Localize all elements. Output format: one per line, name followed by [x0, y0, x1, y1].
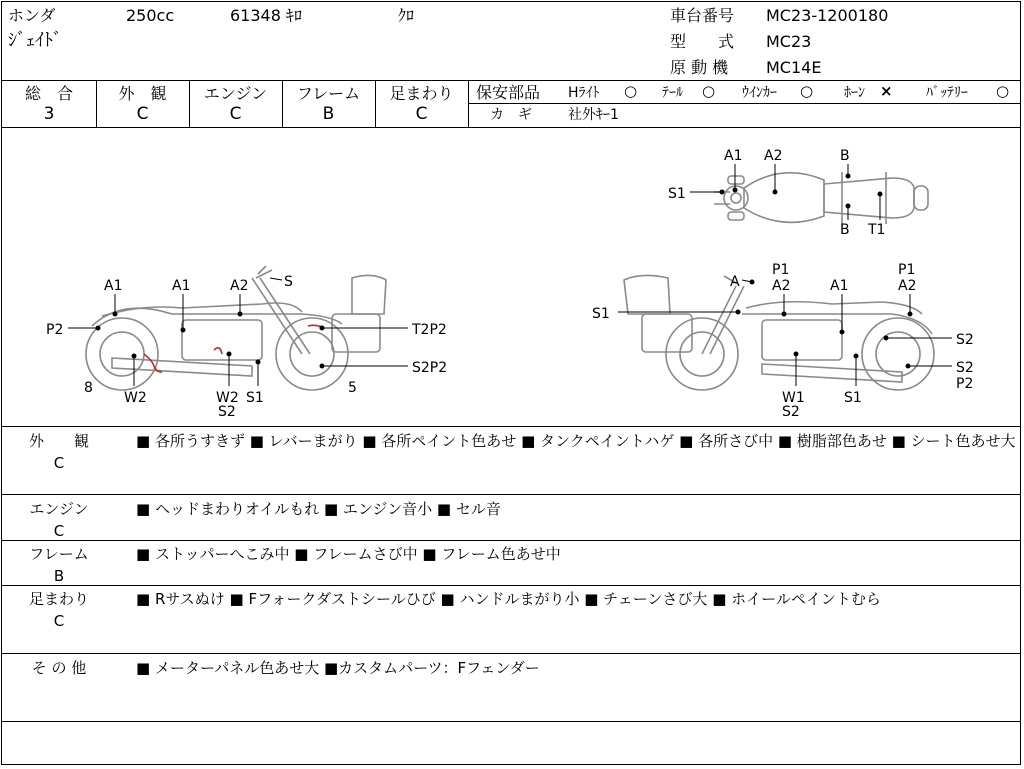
label-right-s2-bottom: S2	[782, 404, 800, 420]
remark-suspension-label: 足まわり C	[14, 588, 104, 632]
label-right-a: A	[730, 274, 740, 290]
label-left-5: 5	[348, 380, 357, 396]
divider	[2, 721, 1020, 722]
remark-exterior-label: 外 観 C	[14, 430, 104, 474]
label-right-s1-bottom: S1	[844, 390, 862, 406]
remark-engine-grade: C	[53, 522, 65, 540]
engine-code: MC14E	[766, 58, 822, 77]
label-left-a2: A2	[230, 278, 249, 294]
label-right-a2-right: A2	[898, 278, 917, 294]
tail-mark: ○	[702, 82, 716, 100]
label-left-s1: S1	[246, 390, 264, 406]
label-top-b: B	[840, 148, 850, 164]
label-right-w1: W1	[782, 390, 805, 406]
label-right-p1-right: P1	[898, 262, 916, 278]
label-left-8: 8	[84, 380, 93, 396]
remark-suspension-text: ■ Rサスぬけ ■ Fフォークダストシールひび ■ ハンドルまがり小 ■ チェーンさび大 ■ ホイールペイントむら	[136, 590, 881, 608]
key-value: 社外ｷｰ1	[568, 107, 619, 123]
headlight-label: Hﾗｲﾄ	[568, 85, 600, 101]
label-left-p2: P2	[46, 322, 64, 338]
label-right-a2-left: A2	[772, 278, 791, 294]
grade-frame-value: B	[322, 104, 335, 124]
safety-label: 保安部品	[476, 83, 541, 102]
winker-label: ｳｲﾝｶｰ	[742, 85, 777, 101]
label-top-s1: S1	[668, 186, 686, 202]
key-label: カ ギ	[490, 107, 532, 123]
remark-other-text: ■ メーターパネル色あせ大 ■カスタムパーツ：Fフェンダー	[136, 659, 540, 677]
label-right-s2-top: S2	[956, 332, 974, 348]
grade-exterior-value: C	[136, 104, 149, 124]
label-right-s2-mid: S2	[956, 360, 974, 376]
remark-engine-label: エンジン C	[14, 498, 104, 542]
headlight-mark: ○	[624, 82, 638, 100]
tail-label: ﾃｰﾙ	[662, 85, 683, 101]
mileage: 61348 ｷﾛ	[230, 6, 302, 25]
grade-exterior-label: 外 観	[118, 84, 167, 103]
frame-no: MC23-1200180	[766, 6, 889, 25]
label-right-a1: A1	[830, 278, 849, 294]
label-right-p1-left: P1	[772, 262, 790, 278]
damage-mark	[214, 348, 222, 354]
top-view-sketch	[714, 172, 928, 224]
label-left-s2p2: S2P2	[412, 360, 448, 376]
divider	[2, 653, 1020, 654]
label-right-s1: S1	[592, 306, 610, 322]
winker-mark: ○	[800, 82, 814, 100]
remark-frame-grade: B	[53, 567, 65, 585]
grade-suspension-label: 足まわり	[389, 84, 454, 103]
bike-diagram	[2, 128, 1020, 426]
model-code: MC23	[766, 32, 812, 51]
label-left-a1: A1	[104, 278, 123, 294]
remark-suspension-grade: C	[53, 612, 65, 630]
battery-label: ﾊﾞｯﾃﾘｰ	[926, 85, 968, 101]
remark-exterior-grade: C	[53, 454, 65, 472]
label-left-a1-mid: A1	[172, 278, 191, 294]
grade-frame-label: フレーム	[296, 84, 361, 103]
label-left-s: S	[284, 274, 293, 290]
color: ｸﾛ	[398, 6, 415, 25]
label-left-w2-lower: W2	[216, 390, 239, 406]
divider	[2, 80, 1020, 81]
remark-frame-label: フレーム B	[14, 543, 104, 587]
grade-engine-label: エンジン	[203, 84, 268, 103]
battery-mark: ○	[996, 82, 1010, 100]
label-top-t1: T1	[868, 222, 886, 238]
frame-no-label: 車台番号	[670, 6, 735, 25]
remark-exterior-text: ■ 各所うすきず ■ レバーまがり ■ 各所ペイント色あせ ■ タンクペイントハゲ ■ 各所さび中 ■ 樹脂部色あせ ■ シート色あせ大	[136, 432, 1016, 450]
grade-suspension-value: C	[415, 104, 428, 124]
label-top-a1: A1	[724, 148, 743, 164]
leader-lines	[68, 164, 952, 386]
inspection-sheet	[1, 1, 1021, 765]
engine-label: 原 動 機	[670, 58, 729, 77]
label-left-s2: S2	[218, 404, 236, 420]
displacement: 250cc	[126, 6, 175, 25]
remark-other-label: そ の 他	[31, 659, 87, 677]
label-left-t2p2: T2P2	[412, 322, 447, 338]
label-top-a2: A2	[764, 148, 783, 164]
divider	[2, 585, 1020, 586]
label-top-b-bottom: B	[840, 222, 850, 238]
horn-label: ﾎｰﾝ	[844, 85, 865, 101]
model-label: 型 式	[670, 32, 735, 51]
grade-total-label: 総 合	[24, 84, 73, 103]
maker: ホンダ	[8, 6, 56, 25]
divider	[2, 540, 1020, 541]
label-right-p2: P2	[956, 376, 974, 392]
label-left-w2: W2	[124, 390, 147, 406]
remark-frame-text: ■ ストッパーへこみ中 ■ フレームさび中 ■ フレーム色あせ中	[136, 545, 561, 563]
grade-engine-value: C	[229, 104, 242, 124]
divider	[468, 103, 1020, 104]
divider	[2, 494, 1020, 495]
divider	[2, 426, 1020, 427]
remark-engine-text: ■ ヘッドまわりオイルもれ ■ エンジン音小 ■ セル音	[136, 500, 501, 518]
grade-total-value: 3	[43, 104, 55, 124]
model-name: ｼﾞｪｲﾄﾞ	[8, 30, 62, 51]
horn-mark: ×	[880, 82, 893, 100]
